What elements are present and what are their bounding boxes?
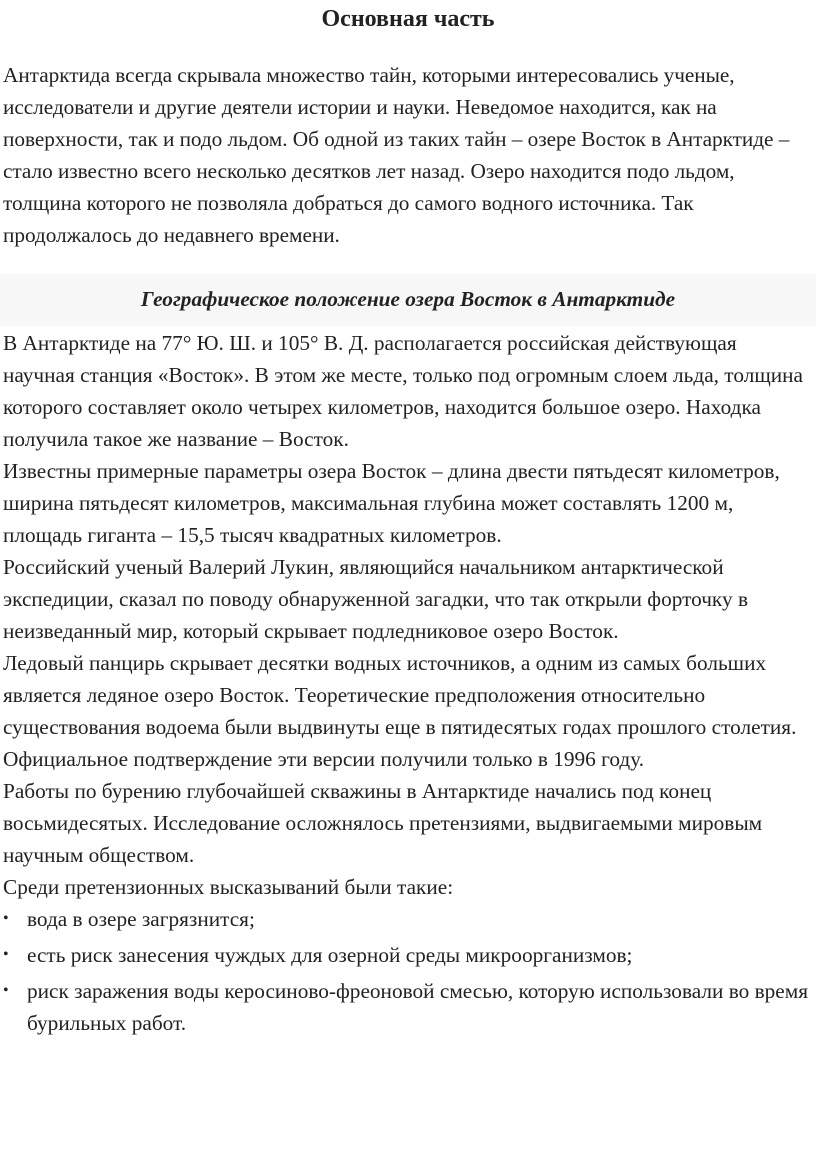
list-item-text: вода в озере загрязнится;	[27, 907, 255, 931]
paragraph-parameters: Известны примерные параметры озера Восток – длина двести пятьдесят километров, ширина пятьдесят километров, максимальная глубина может составлять 1200 м, площадь гиганта – 15,5 тысяч квадратных километров.	[3, 459, 780, 547]
paragraph-drilling: Работы по бурению глубочайшей скважины в Антарктиде начались под конец восьмидесятых. Исследование осложнялось претензиями, выдвигаемыми мировым научным обществом.	[3, 779, 763, 867]
bullet-icon: •	[3, 982, 9, 999]
bullet-icon: •	[3, 946, 9, 963]
list-item	[3, 975, 811, 1039]
section-heading: Географическое положение озера Восток в Антарктиде	[140, 287, 676, 311]
list-item	[3, 939, 811, 971]
bullet-icon: •	[3, 910, 9, 927]
paragraph-lukin-quote: Российский ученый Валерий Лукин, являющийся начальником антарктической экспедиции, сказал по поводу обнаруженной загадки, что так открыли форточку в неизведанный мир, который скрывает подледниковое озеро Восток.	[3, 555, 749, 643]
list-item-text: риск заражения воды керосиново-фреоновой смесью, которую использовали во время бурильных работ.	[27, 979, 809, 1035]
intro-paragraph: Антарктида всегда скрывала множество тайн, которыми интересовались ученые, исследователи и другие деятели истории и науки. Неведомое находится, как на поверхности, так и подо льдом. Об одной из таких тайн – озере Восток в Антарктиде – стало известно всего несколько десятков лет назад. Озеро находится подо льдом, толщина которого не позволяла добраться до самого водного источника. Так продолжалось до недавнего времени.	[3, 63, 790, 247]
claims-list	[3, 903, 811, 1039]
page-title: Основная часть	[321, 6, 495, 32]
paragraph-claims-intro: Среди претензионных высказываний были такие:	[3, 875, 454, 899]
list-item-text: есть риск занесения чуждых для озерной среды микроорганизмов;	[27, 943, 633, 967]
section-body	[3, 327, 811, 1043]
paragraph-ice-shell: Ледовый панцирь скрывает десятки водных источников, а одним из самых больших является ледяное озеро Восток. Теоретические предположения относительно существования водоема были выдвинуты еще в пятидесятых годах прошлого столетия. Официальное подтверждение эти версии получили только в 1996 году.	[3, 651, 797, 771]
list-item	[3, 903, 811, 935]
paragraph-station: В Антарктиде на 77° Ю. Ш. и 105° В. Д. располагается российская действующая научная станция «Восток». В этом же месте, только под огромным слоем льда, толщина которого составляет около четырех километров, находится большое озеро. Находка получила такое же название – Восток.	[3, 331, 803, 451]
